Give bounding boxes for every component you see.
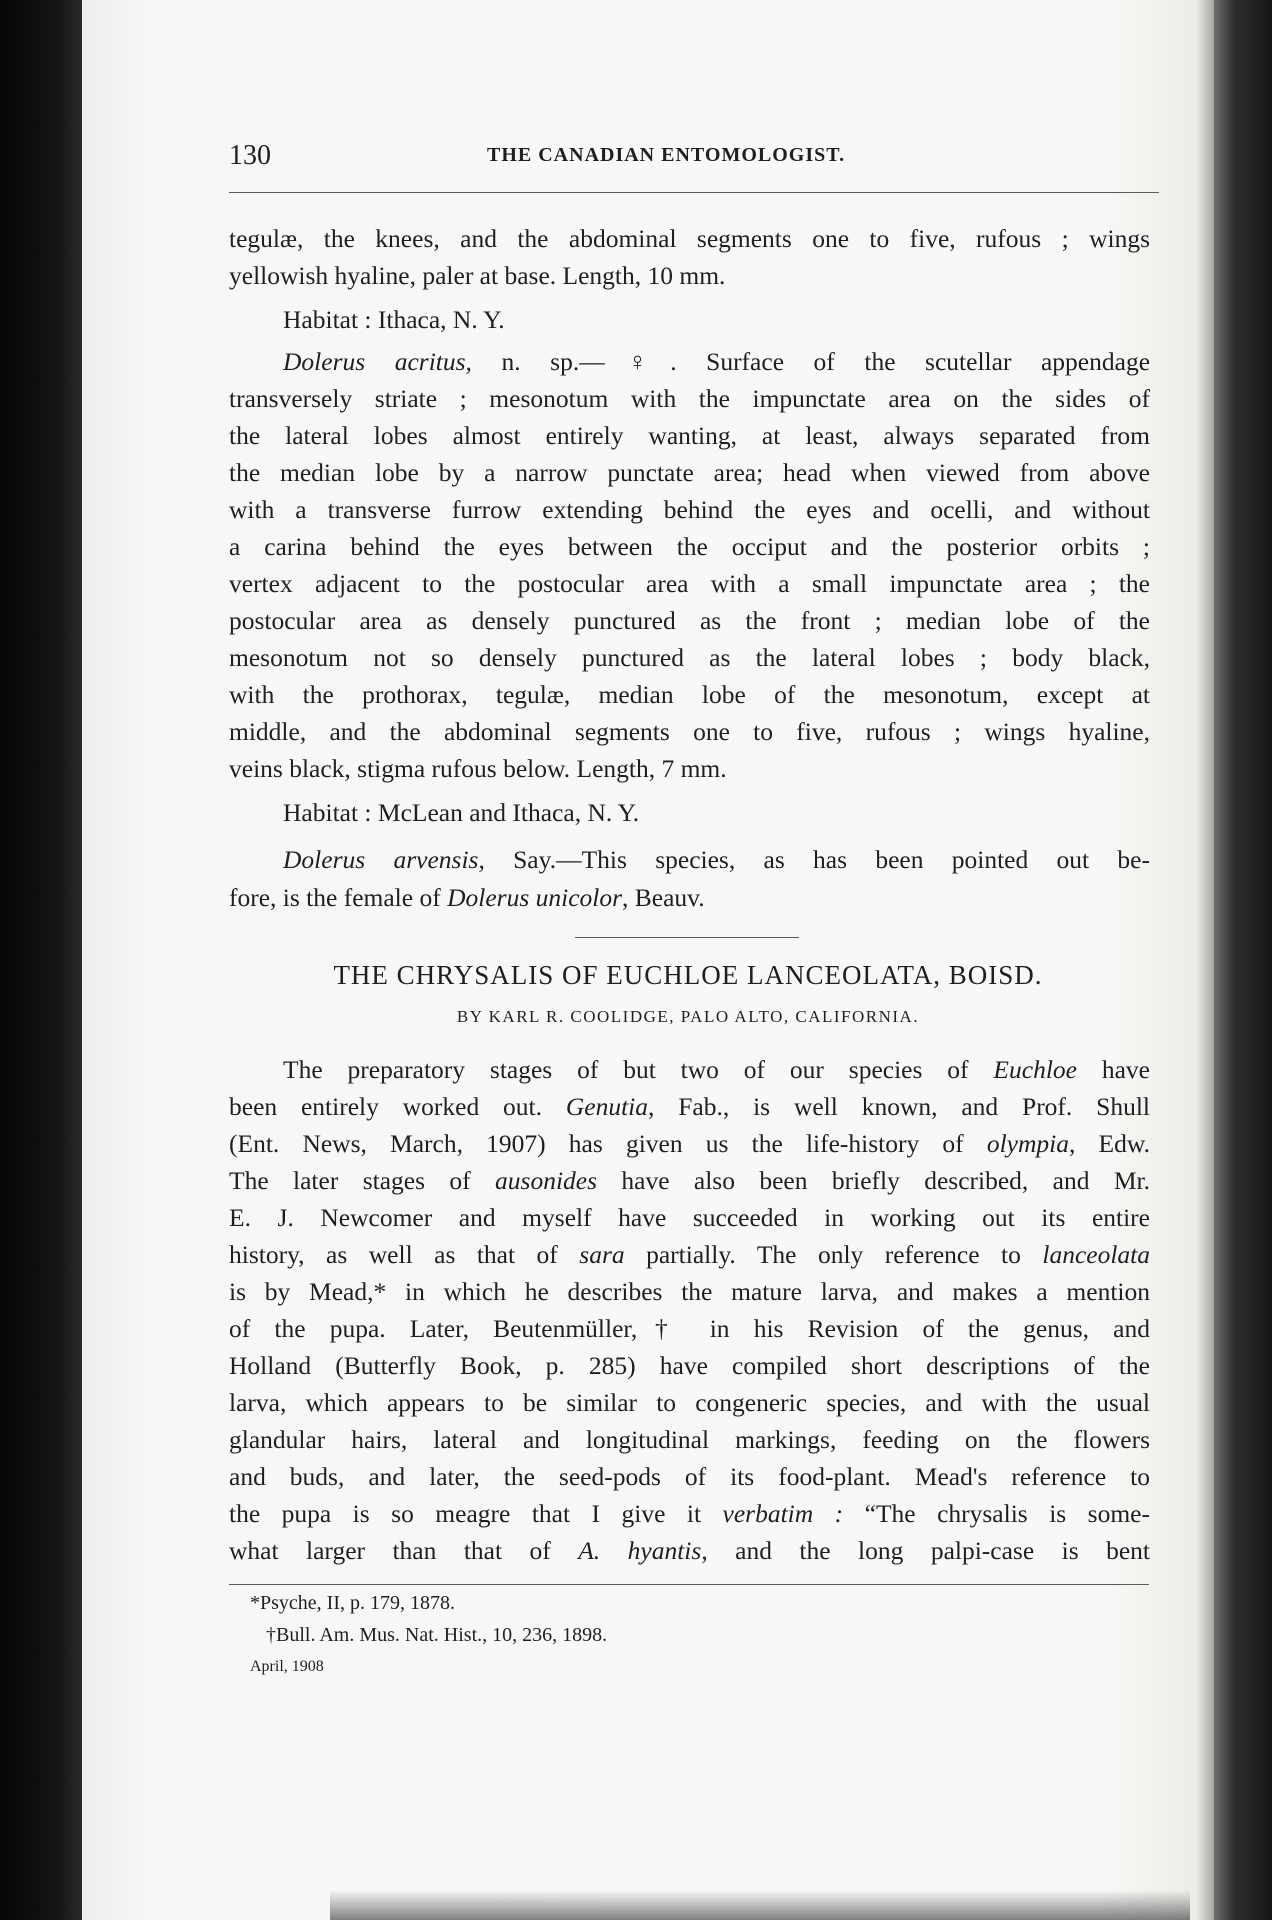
text-line: glandular hairs, lateral and longitudinal markings, feeding on the flowers: [229, 1425, 1150, 1454]
text-line: (Ent. News, March, 1907) has given us the life-history of olympia, Edw.: [229, 1129, 1150, 1158]
footnote-psyche: *Psyche, II, p. 179, 1878.: [250, 1592, 455, 1614]
text-line: The preparatory stages of but two of our species of Euchloe have: [283, 1055, 1150, 1084]
text-line: Holland (Butterfly Book, p. 285) have compiled short descriptions of the: [229, 1351, 1150, 1380]
species-name: Dolerus arvensis,: [283, 845, 485, 874]
text-line: is by Mead,* in which he describes the mature larva, and makes a mention: [229, 1277, 1150, 1306]
text-line: larva, which appears to be similar to congeneric species, and with the usual: [229, 1388, 1150, 1417]
habitat-line: Habitat : Ithaca, N. Y.: [283, 305, 505, 334]
text-line: yellowish hyaline, paler at base. Length, 10 mm.: [229, 261, 726, 290]
footnote-bull-am-mus: †Bull. Am. Mus. Nat. Hist., 10, 236, 1898.: [266, 1624, 608, 1646]
text-line: history, as well as that of sara partially. The only reference to lanceolata: [229, 1240, 1150, 1269]
text-line: vertex adjacent to the postocular area with a small impunctate area ; the: [229, 569, 1150, 598]
text-line: of the pupa. Later, Beutenmüller,† in his Revision of the genus, and: [229, 1314, 1150, 1343]
species-heading-line: [283, 347, 1150, 377]
text-line: middle, and the abdominal segments one to five, rufous ; wings hyaline,: [229, 717, 1150, 746]
habitat-line: Habitat : McLean and Ithaca, N. Y.: [283, 798, 640, 827]
text-line: with a transverse furrow extending behind the eyes and ocelli, and without: [229, 495, 1150, 524]
imprint-date: April, 1908: [250, 1658, 324, 1675]
text-line: the median lobe by a narrow punctate area; head when viewed from above: [229, 458, 1150, 487]
text-line: the pupa is so meagre that I give it verbatim : “The chrysalis is some-: [229, 1499, 1150, 1528]
header-rule: [229, 192, 1159, 193]
text-line: transversely striate ; mesonotum with the impunctate area on the sides of: [229, 384, 1150, 413]
species-name: Dolerus acritus,: [283, 347, 472, 376]
text-line: what larger than that of A. hyantis, and the long palpi-case is bent: [229, 1536, 1150, 1565]
footnote-rule: [229, 1584, 1149, 1585]
species-heading-line: [283, 845, 1150, 875]
text-line: been entirely worked out. Genutia, Fab., is well known, and Prof. Shull: [229, 1092, 1150, 1121]
section-divider: [575, 937, 799, 938]
text-line: fore, is the female of Dolerus unicolor, Beauv.: [229, 883, 705, 912]
text-line: E. J. Newcomer and myself have succeeded in working out its entire: [229, 1203, 1150, 1232]
article-title: THE CHRYSALIS OF EUCHLOE LANCEOLATA, BOISD.: [333, 960, 1043, 990]
text-line: the lateral lobes almost entirely wanting, at least, always separated from: [229, 421, 1150, 450]
binding-shadow: [330, 1890, 1190, 1920]
text-line: The later stages of ausonides have also been briefly described, and Mr.: [229, 1166, 1150, 1195]
text-line: tegulæ, the knees, and the abdominal segments one to five, rufous ; wings: [229, 224, 1150, 253]
text-line: mesonotum not so densely punctured as the lateral lobes ; body black,: [229, 643, 1150, 672]
text-line: veins black, stigma rufous below. Length, 7 mm.: [229, 754, 727, 783]
species-description-start: Say.—This species, as has been pointed out be-: [513, 845, 1150, 874]
running-title: THE CANADIAN ENTOMOLOGIST.: [487, 144, 846, 166]
article-byline: BY KARL R. COOLIDGE, PALO ALTO, CALIFORNIA.: [456, 1007, 920, 1026]
text-line: a carina behind the eyes between the occiput and the posterior orbits ;: [229, 532, 1150, 561]
species-description-start: n. sp.—♀. Surface of the scutellar appendage: [501, 347, 1151, 376]
text-line: and buds, and later, the seed-pods of its food-plant. Mead's reference to: [229, 1462, 1150, 1491]
page-number: 130: [229, 140, 271, 171]
text-line: postocular area as densely punctured as the front ; median lobe of the: [229, 606, 1150, 635]
text-line: with the prothorax, tegulæ, median lobe of the mesonotum, except at: [229, 680, 1150, 709]
